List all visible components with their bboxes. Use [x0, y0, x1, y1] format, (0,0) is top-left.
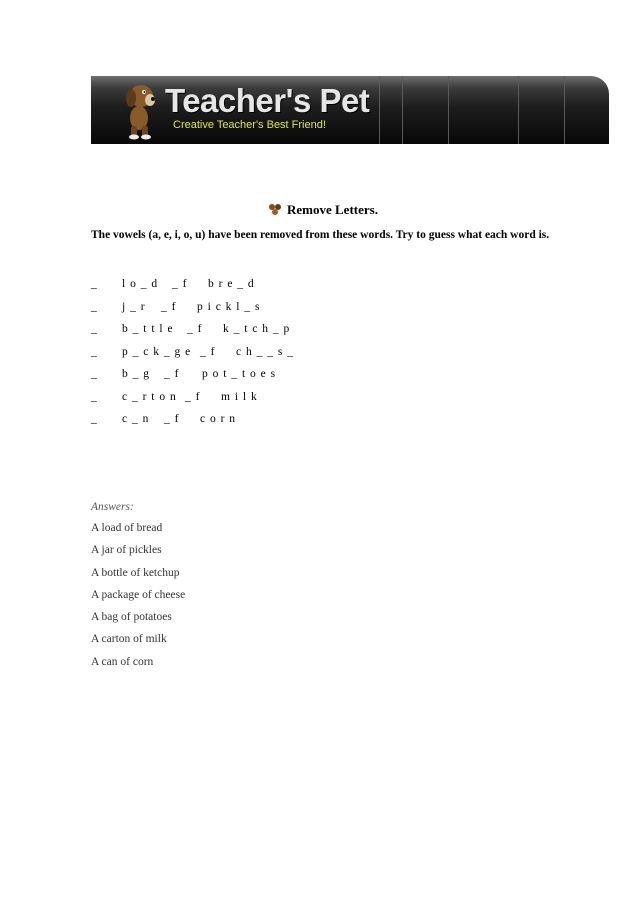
puzzle-of: _ f: [185, 390, 201, 403]
puzzle-of: _ f: [161, 300, 177, 313]
dog-mascot-icon: [119, 80, 159, 140]
page-title: Remove Letters.: [287, 202, 378, 217]
puzzle-word-2: k _ t c h _ p: [223, 323, 291, 335]
answer-item: A package of cheese: [91, 588, 186, 601]
puzzle-blank: _: [91, 368, 98, 380]
banner-divider: [518, 76, 519, 144]
logo-tagline: Creative Teacher's Best Friend!: [173, 119, 326, 131]
answer-item: A carton of milk: [91, 633, 167, 646]
puzzle-word-1: p _ c k _ g e: [122, 345, 192, 358]
puzzle-word-1: c _ n: [122, 413, 150, 425]
puzzle-word-1: c _ r t o n: [122, 390, 177, 403]
puzzle-word-2: b r e _ d: [208, 278, 255, 290]
puzzle-word-2: c h _ _ s _: [236, 345, 294, 358]
puzzle-word-1: l o _ d: [122, 278, 159, 290]
puzzle-word-1: b _ t t l e: [122, 323, 174, 335]
puzzle-word-2: p i c k l _ s: [197, 300, 261, 313]
instructions-text: The vowels (a, e, i, o, u) have been removed from these words. Try to guess what each word is.: [91, 229, 550, 241]
page-title-row: [268, 202, 378, 218]
puzzle-blank: _: [91, 278, 98, 290]
header-banner: [91, 76, 609, 144]
puzzle-word-2: c o r n: [200, 413, 237, 425]
puzzle-word-2: p o t _ t o e s: [202, 368, 277, 380]
answers-list: [91, 522, 185, 678]
puzzle-of: _ f: [164, 413, 180, 425]
banner-divider: [379, 76, 380, 144]
puzzle-blank: _: [91, 300, 98, 313]
paw-bullet-icon: [268, 203, 282, 215]
banner-divider: [448, 76, 449, 144]
answer-item: A bottle of ketchup: [91, 566, 180, 579]
puzzle-word-1: j _ r: [122, 300, 146, 313]
banner-divider: [564, 76, 565, 144]
answers-heading: Answers:: [91, 501, 134, 513]
puzzle-blank: _: [91, 413, 98, 425]
puzzle-of: _ f: [164, 368, 180, 380]
answer-item: A can of corn: [91, 655, 154, 668]
puzzle-word-2: m i l k: [221, 390, 258, 403]
puzzle-word-1: b _ g: [122, 368, 150, 380]
puzzle-of: _ f: [172, 278, 188, 290]
puzzle-blank: _: [91, 390, 98, 403]
puzzle-blank: _: [91, 345, 98, 358]
puzzle-of: _ f: [187, 323, 203, 335]
logo-title: Teacher's Pet: [165, 82, 370, 119]
answer-item: A jar of pickles: [91, 544, 162, 557]
answer-item: A load of bread: [91, 522, 163, 534]
puzzle-blank: _: [91, 323, 98, 335]
banner-divider: [402, 76, 403, 144]
answer-item: A bag of potatoes: [91, 611, 172, 624]
puzzle-of: _ f: [200, 345, 216, 358]
